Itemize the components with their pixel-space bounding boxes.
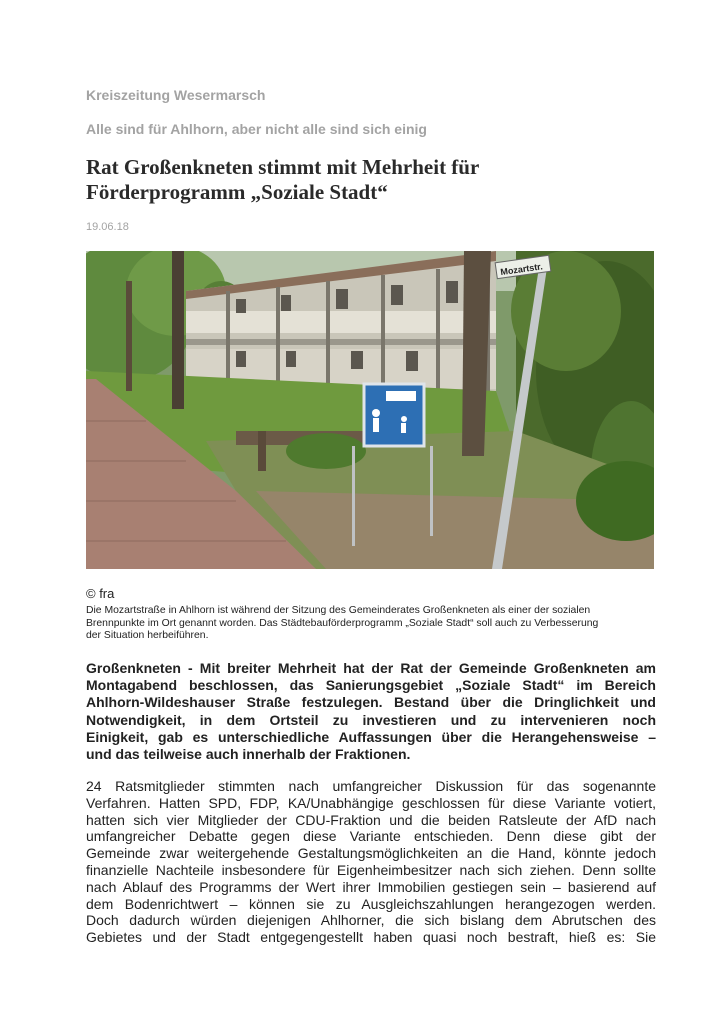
publish-date: 19.06.18 <box>86 221 129 233</box>
lead-line: Montagabend beschlossen, das Sanierungsgebiet „Soziale Stadt“ im Bereich <box>86 677 656 694</box>
body-paragraph <box>86 778 656 946</box>
caption-line: Die Mozartstraße in Ahlhorn ist während der Sitzung des Gemeinderates Großenkneten als einer der sozialen <box>86 605 591 616</box>
lead-line: Einigkeit, gab es unterschiedliche Auffassungen über die Herangehensweise – <box>86 728 656 745</box>
caption-line: Brennpunkte im Ort genannt worden. Das Städtebauförderprogramm „Soziale Stadt“ soll auch zu Verbesserung <box>86 617 599 629</box>
body-line: Gebietes und der Stadt entgegengestellt haben quasi noch bestraft, hieß es: Sie <box>86 929 656 946</box>
body-line: Verfahren. Hatten SPD, FDP, KA/Unabhängige geschlossen für diese Variante votiert, <box>86 794 656 811</box>
article-headline <box>86 155 656 205</box>
body-line: nach Ablauf des Programms der Wert ihrer Immobilien gestiegen sein – basierend auf <box>86 878 656 895</box>
body-line: umfangreicher Debatte gegen diese Variante entschieden. Denn diese gibt der <box>86 828 656 845</box>
publication-name: Kreiszeitung Wesermarsch <box>86 87 266 103</box>
article-photo <box>86 251 654 569</box>
body-line: finanzielle Nachteile insbesondere für Eigenheimbesitzer nach sich ziehen. Denn sollte <box>86 861 656 878</box>
caption-line: der Situation herbeiführen. <box>86 630 209 641</box>
body-line: dem Bodenrichtwert – können sie zu Ausgleichszahlungen herangezogen werden. <box>86 895 656 912</box>
street-sign-text: Mozartstr. <box>499 261 544 278</box>
article-subtitle: Alle sind für Ahlhorn, aber nicht alle sind sich einig <box>86 121 427 137</box>
headline-line: Förderprogramm „Soziale Stadt“ <box>86 180 388 204</box>
body-line: hatten sich vier Mitglieder der CDU-Fraktion und die beiden Ratsleute der AfD nach <box>86 811 656 828</box>
lead-line: und das teilweise auch innerhalb der Fraktionen. <box>86 746 411 763</box>
lead-line: Ahlhorn-Wildeshauser Straße festzulegen. Bestand über die Dringlichkeit und <box>86 694 656 711</box>
photo-credit: © fra <box>86 586 115 601</box>
photo-caption <box>86 605 656 643</box>
body-line: 24 Ratsmitglieder stimmten nach umfangreicher Diskussion für das sogenannte <box>86 778 656 794</box>
lead-paragraph <box>86 660 656 763</box>
body-line: Gemeinde zwar weitergehende Gestaltungsmöglichkeiten an die Hand, könnte jedoch <box>86 845 656 862</box>
headline-line: Rat Großenkneten stimmt mit Mehrheit für <box>86 155 480 179</box>
photo-scene <box>86 251 654 569</box>
lead-line: Großenkneten - Mit breiter Mehrheit hat der Rat der Gemeinde Großenkneten am <box>86 660 656 676</box>
lead-line: Notwendigkeit, in dem Ortsteil zu investieren und zu intervenieren noch <box>86 711 656 728</box>
body-line: Doch dadurch würden diejenigen Ahlhorner, die sich bislang dem Abrutschen des <box>86 912 656 929</box>
